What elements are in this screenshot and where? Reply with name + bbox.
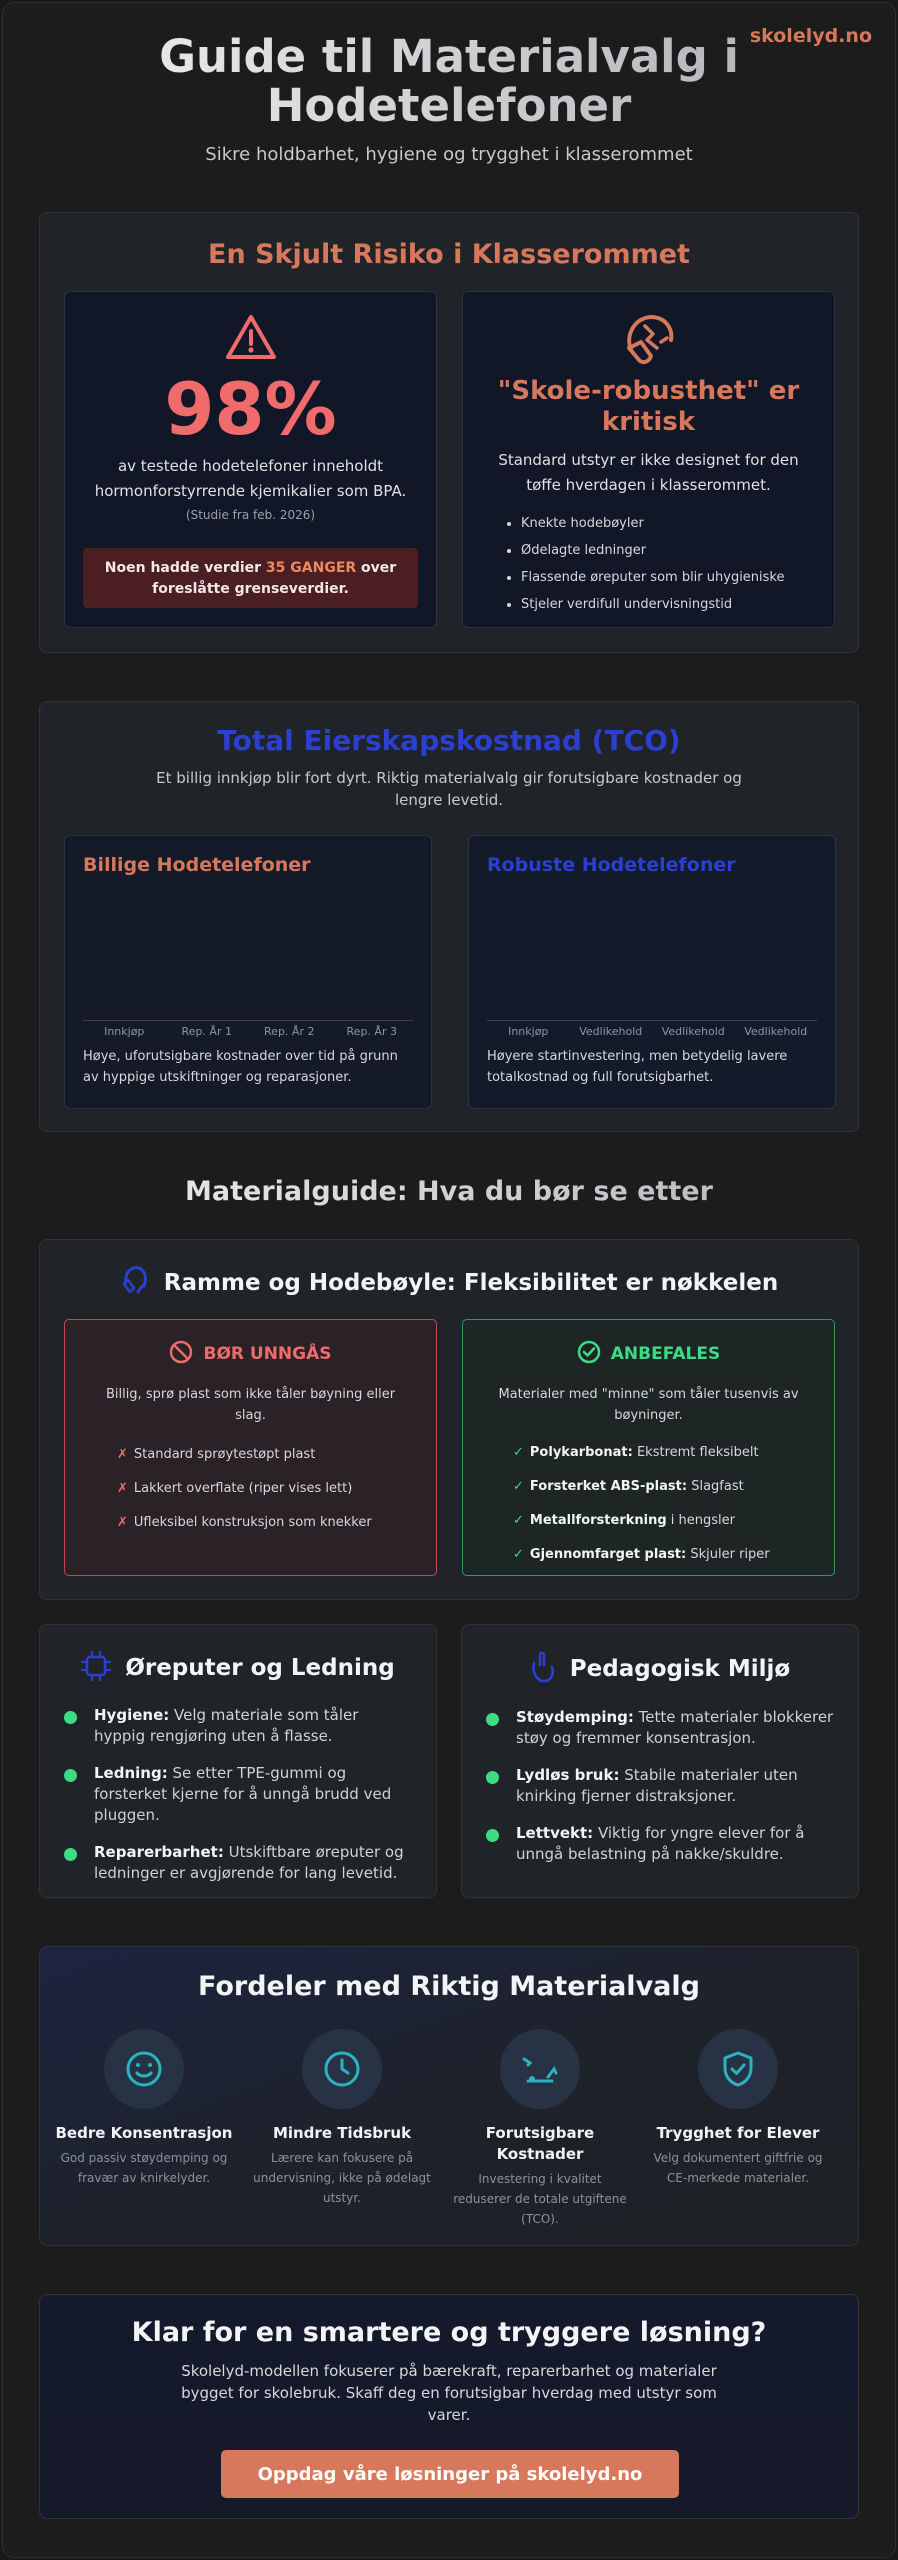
peda-header xyxy=(462,1651,858,1687)
axis-label: Rep. År 1 xyxy=(181,1025,232,1038)
axis-label: Vedlikehold xyxy=(579,1025,643,1038)
risk-title: En Skjult Risiko i Klasserommet xyxy=(208,239,690,270)
check-icon: ✓ xyxy=(513,1547,524,1562)
clock-icon xyxy=(302,2029,382,2109)
alert-post: over foreslåtte grenseverdier. xyxy=(152,560,397,597)
list-item: Lydløs bruk: Stabile materialer uten knirking fjerner distraksjoner. xyxy=(486,1765,834,1807)
robust-text: Standard utstyr er ikke designet for den tøffe hverdagen i klasserommet. xyxy=(498,451,799,494)
ear-list xyxy=(64,1705,412,1884)
check-circle-icon xyxy=(577,1340,601,1368)
axis-label: Vedlikehold xyxy=(661,1025,725,1038)
alert-pre: Noen hadde verdier xyxy=(104,560,262,576)
robust-tco-card xyxy=(468,835,836,1109)
forbidden-icon xyxy=(169,1340,193,1368)
avoid-card xyxy=(64,1319,437,1576)
recommend-list xyxy=(513,1436,834,1572)
hero xyxy=(0,32,898,165)
peda-list xyxy=(486,1707,834,1865)
benefits-section xyxy=(39,1946,859,2246)
axis-label: Rep. År 2 xyxy=(264,1025,315,1038)
chip-icon xyxy=(81,1651,111,1685)
broken-headphone-icon xyxy=(463,312,834,370)
cheap-card xyxy=(64,835,432,1109)
benefit-title: Bedre Konsentrasjon xyxy=(55,2124,233,2142)
stat-source: (Studie fra feb. 2026) xyxy=(185,508,316,522)
avoid-text: Billig, sprø plast som ikke tåler bøyning eller slag. xyxy=(105,1387,396,1423)
robust-axis xyxy=(487,1020,817,1042)
cheap-title: Billige Hodetelefoner xyxy=(83,854,311,876)
list-item: ✓ Forsterket ABS-plast: Slagfast xyxy=(513,1479,744,1494)
frame-section xyxy=(39,1239,859,1600)
recommend-header xyxy=(463,1340,834,1368)
avoid-header xyxy=(65,1340,436,1368)
recommend-card xyxy=(462,1319,835,1576)
benefits-title: Fordeler med Riktig Materialvalg xyxy=(198,1971,700,2002)
frame-header xyxy=(40,1264,858,1302)
cross-icon: ✗ xyxy=(117,1447,128,1462)
benefit-text: Velg dokumentert giftfrie og CE-merkede materialer. xyxy=(653,2151,823,2185)
avoid-list xyxy=(117,1438,436,1540)
warning-icon xyxy=(65,314,436,364)
benefit-card xyxy=(54,2029,234,2188)
check-icon: ✓ xyxy=(513,1479,524,1494)
guide-title: Materialguide: Hva du bør se etter xyxy=(0,1176,898,1207)
page-title: Guide til Materialvalg i Hodetelefoner xyxy=(0,32,898,130)
robust-tco-text: Høyere startinvestering, men betydelig lavere totalkostnad og full forutsigbarhet. xyxy=(487,1049,788,1085)
list-item: Hygiene: Velg materiale som tåler hyppig rengjøring uten å flasse. xyxy=(64,1705,412,1747)
ear-section xyxy=(39,1624,437,1898)
cross-icon: ✗ xyxy=(117,1515,128,1530)
page-subtitle: Sikre holdbarhet, hygiene og trygghet i klasserommet xyxy=(205,144,693,165)
chart-icon xyxy=(500,2029,580,2109)
stat-alert xyxy=(83,548,418,608)
benefit-title: Mindre Tidsbruk xyxy=(272,2124,412,2142)
list-item: ✗ Ufleksibel konstruksjon som knekker xyxy=(117,1515,372,1530)
robust-list xyxy=(521,510,834,618)
cheap-text: Høye, uforutsigbare kostnader over tid på grunn av hyppige utskiftninger og reparasjoner. xyxy=(83,1049,398,1085)
benefit-title: Trygghet for Elever xyxy=(656,2124,820,2142)
tco-section xyxy=(39,701,859,1132)
list-item: Reparerbarhet: Utskiftbare øreputer og ledninger er avgjørende for lang levetid. xyxy=(64,1842,412,1884)
list-item: ✓ Polykarbonat: Ekstremt fleksibelt xyxy=(513,1445,759,1460)
cta-text: Skolelyd-modellen fokuserer på bærekraft, reparerbarhet og materialer bygget for skolebruk. Skaff deg en forutsigbar hverdag med utstyr som varer. xyxy=(181,2362,717,2424)
check-icon: ✓ xyxy=(513,1445,524,1460)
axis-label: Vedlikehold xyxy=(744,1025,808,1038)
cta-title: Klar for en smartere og tryggere løsning? xyxy=(131,2317,767,2348)
benefit-text: Investering i kvalitet reduserer de totale utgiftene (TCO). xyxy=(453,2172,627,2226)
ear-title: Øreputer og Ledning xyxy=(125,1655,395,1681)
robust-title: "Skole-robusthet" er kritisk xyxy=(497,376,800,437)
benefit-text: Lærere kan fokusere på undervisning, ikke på ødelagt utstyr. xyxy=(253,2151,431,2205)
shield-check-icon xyxy=(698,2029,778,2109)
cross-icon: ✗ xyxy=(117,1481,128,1496)
list-item: ✓ Gjennomfarget plast: Skjuler riper xyxy=(513,1547,770,1562)
avoid-title: BØR UNNGÅS xyxy=(203,1344,332,1364)
risk-section xyxy=(39,212,859,653)
list-item: ✗ Standard sprøytestøpt plast xyxy=(117,1447,316,1462)
list-item: • Knekte hodebøyler xyxy=(521,510,834,537)
benefit-card xyxy=(450,2029,630,2229)
ear-header xyxy=(40,1651,436,1685)
stat-card xyxy=(64,291,437,628)
list-item: • Stjeler verdifull undervisningstid xyxy=(521,591,834,618)
benefit-text: God passiv støydemping og fravær av knirkelyder. xyxy=(60,2151,228,2185)
smile-icon xyxy=(104,2029,184,2109)
list-item: • Flassende øreputer som blir uhygieniske xyxy=(521,564,834,591)
benefit-card xyxy=(648,2029,828,2188)
tco-title: Total Eierskapskostnad (TCO) xyxy=(217,724,681,757)
tco-subtitle: Et billig innkjøp blir fort dyrt. Riktig materialvalg gir forutsigbare kostnader og lengre levetid. xyxy=(156,769,742,809)
peda-title: Pedagogisk Miljø xyxy=(569,1656,791,1682)
hand-pointer-icon xyxy=(530,1651,556,1687)
stat-value: 98% xyxy=(164,367,337,451)
list-item: ✗ Lakkert overflate (riper vises lett) xyxy=(117,1481,353,1496)
alert-emphasis: 35 GANGER xyxy=(265,560,357,576)
cta-button[interactable]: Oppdag våre løsninger på skolelyd.no xyxy=(221,2450,679,2498)
list-item: • Ødelagte ledninger xyxy=(521,537,834,564)
list-item: ✓ Metallforsterkning i hengsler xyxy=(513,1513,735,1528)
list-item: Støydemping: Tette materialer blokkerer støy og fremmer konsentrasjon. xyxy=(486,1707,834,1749)
check-icon: ✓ xyxy=(513,1513,524,1528)
cheap-axis xyxy=(83,1020,413,1042)
list-item: Ledning: Se etter TPE-gummi og forsterket kjerne for å unngå brudd ved pluggen. xyxy=(64,1763,412,1826)
benefit-card xyxy=(252,2029,432,2208)
benefit-title: Forutsigbare Kostnader xyxy=(485,2124,595,2163)
recommend-text: Materialer med "minne" som tåler tusenvis av bøyninger. xyxy=(498,1387,799,1423)
cta-section xyxy=(39,2294,859,2519)
recommend-title: ANBEFALES xyxy=(610,1344,721,1364)
robust-tco-title: Robuste Hodetelefoner xyxy=(487,854,736,876)
robust-card xyxy=(462,291,835,628)
axis-label: Innkjøp xyxy=(104,1025,145,1038)
axis-label: Innkjøp xyxy=(508,1025,549,1038)
list-item: Lettvekt: Viktig for yngre elever for å unngå belastning på nakke/skuldre. xyxy=(486,1823,834,1865)
frame-title: Ramme og Hodebøyle: Fleksibilitet er nøkkelen xyxy=(163,1270,779,1296)
headband-icon xyxy=(120,1264,150,1302)
stat-text: av testede hodetelefoner inneholdt hormonforstyrrende kjemikalier som BPA. xyxy=(94,457,407,500)
peda-section xyxy=(461,1624,859,1898)
axis-label: Rep. År 3 xyxy=(346,1025,397,1038)
